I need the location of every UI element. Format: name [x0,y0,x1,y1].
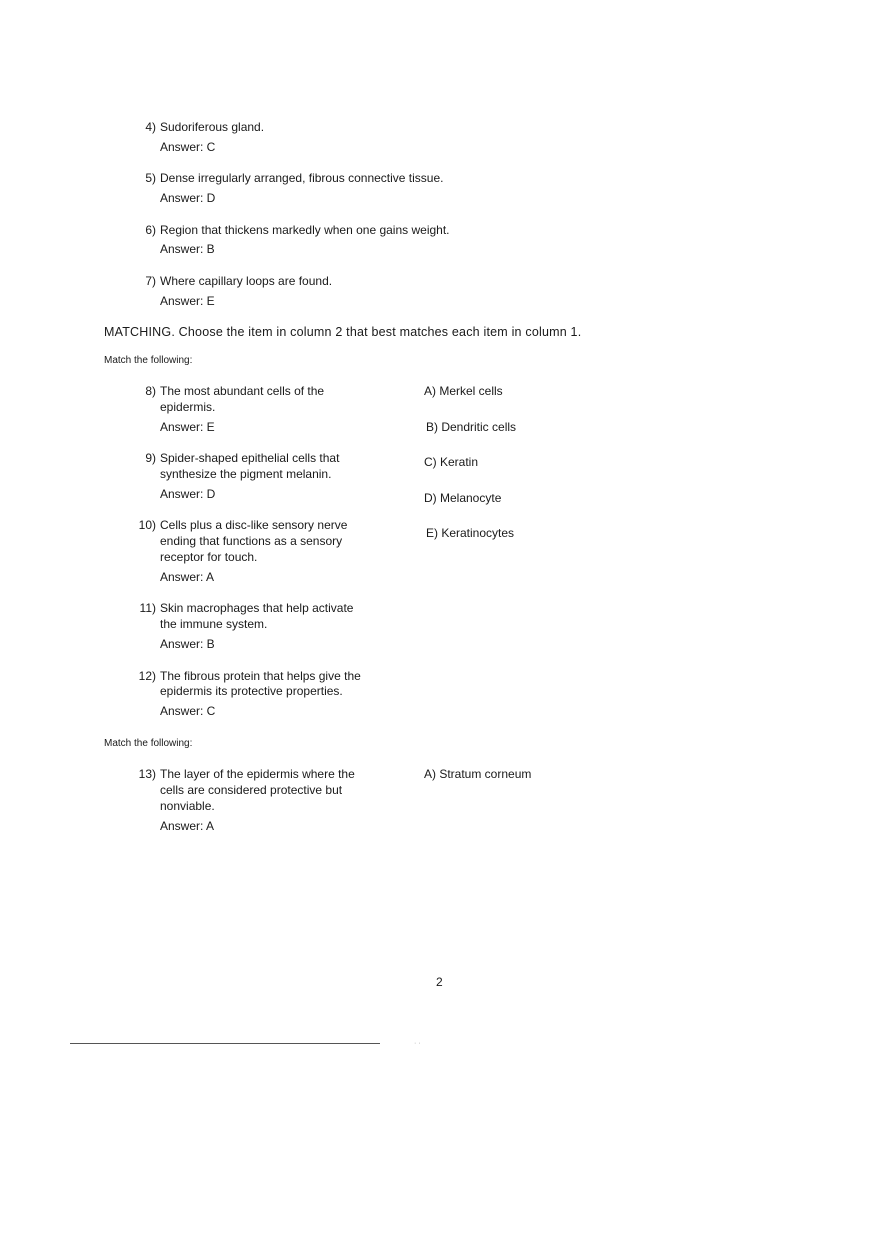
answer-text: Answer: B [160,242,215,256]
question-line: cells are considered protective but [160,783,343,797]
question-line: The most abundant cells of the [160,384,325,398]
answer-text: Answer: C [160,140,216,154]
option-item: C) Keratin [424,455,479,469]
question-number: 8) [145,384,156,398]
answer-text: Answer: B [160,637,215,651]
question-number: 9) [145,451,156,465]
question-number: 10) [138,518,156,532]
question-line: the immune system. [160,617,268,631]
question-line: Skin macrophages that help activate [160,601,354,615]
question-number: 13) [138,767,156,781]
question-line: epidermis its protective properties. [160,684,343,698]
answer-text: Answer: A [160,570,215,584]
option-item: A) Stratum corneum [424,767,532,781]
footer-rule [70,1043,380,1044]
question-line: ending that functions as a sensory [160,534,343,548]
question-number: 4) [145,120,156,134]
question-line: synthesize the pigment melanin. [160,467,332,481]
question-line: nonviable. [160,799,215,813]
question-number: 12) [138,669,156,683]
question-text: Sudoriferous gland. [160,120,265,134]
matching-heading: MATCHING. Choose the item in column 2 that best matches each item in column 1. [104,325,582,339]
option-item: D) Melanocyte [424,491,502,505]
match-label: Match the following: [104,738,193,749]
question-line: The layer of the epidermis where the [160,767,355,781]
option-item: E) Keratinocytes [426,526,515,540]
question-number: 6) [145,223,156,237]
question-text: Region that thickens markedly when one gains weight. [160,223,450,237]
answer-text: Answer: C [160,704,216,718]
answer-text: Answer: D [160,191,216,205]
page-number: 2 [436,975,443,989]
question-line: epidermis. [160,400,216,414]
question-number: 7) [145,274,156,288]
question-number: 5) [145,171,156,185]
match-label: Match the following: [104,355,193,366]
answer-text: Answer: D [160,487,216,501]
answer-text: Answer: A [160,819,215,833]
question-text: Dense irregularly arranged, fibrous connective tissue. [160,171,444,185]
question-text: Where capillary loops are found. [160,274,333,288]
footer-mark: · · [414,1040,421,1047]
question-number: 11) [139,601,156,615]
option-item: A) Merkel cells [424,384,503,398]
question-line: receptor for touch. [160,550,258,564]
option-item: B) Dendritic cells [426,420,517,434]
question-line: Spider-shaped epithelial cells that [160,451,340,465]
question-line: Cells plus a disc-like sensory nerve [160,518,348,532]
answer-text: Answer: E [160,420,215,434]
question-line: The fibrous protein that helps give the [160,669,361,683]
answer-text: Answer: E [160,294,215,308]
